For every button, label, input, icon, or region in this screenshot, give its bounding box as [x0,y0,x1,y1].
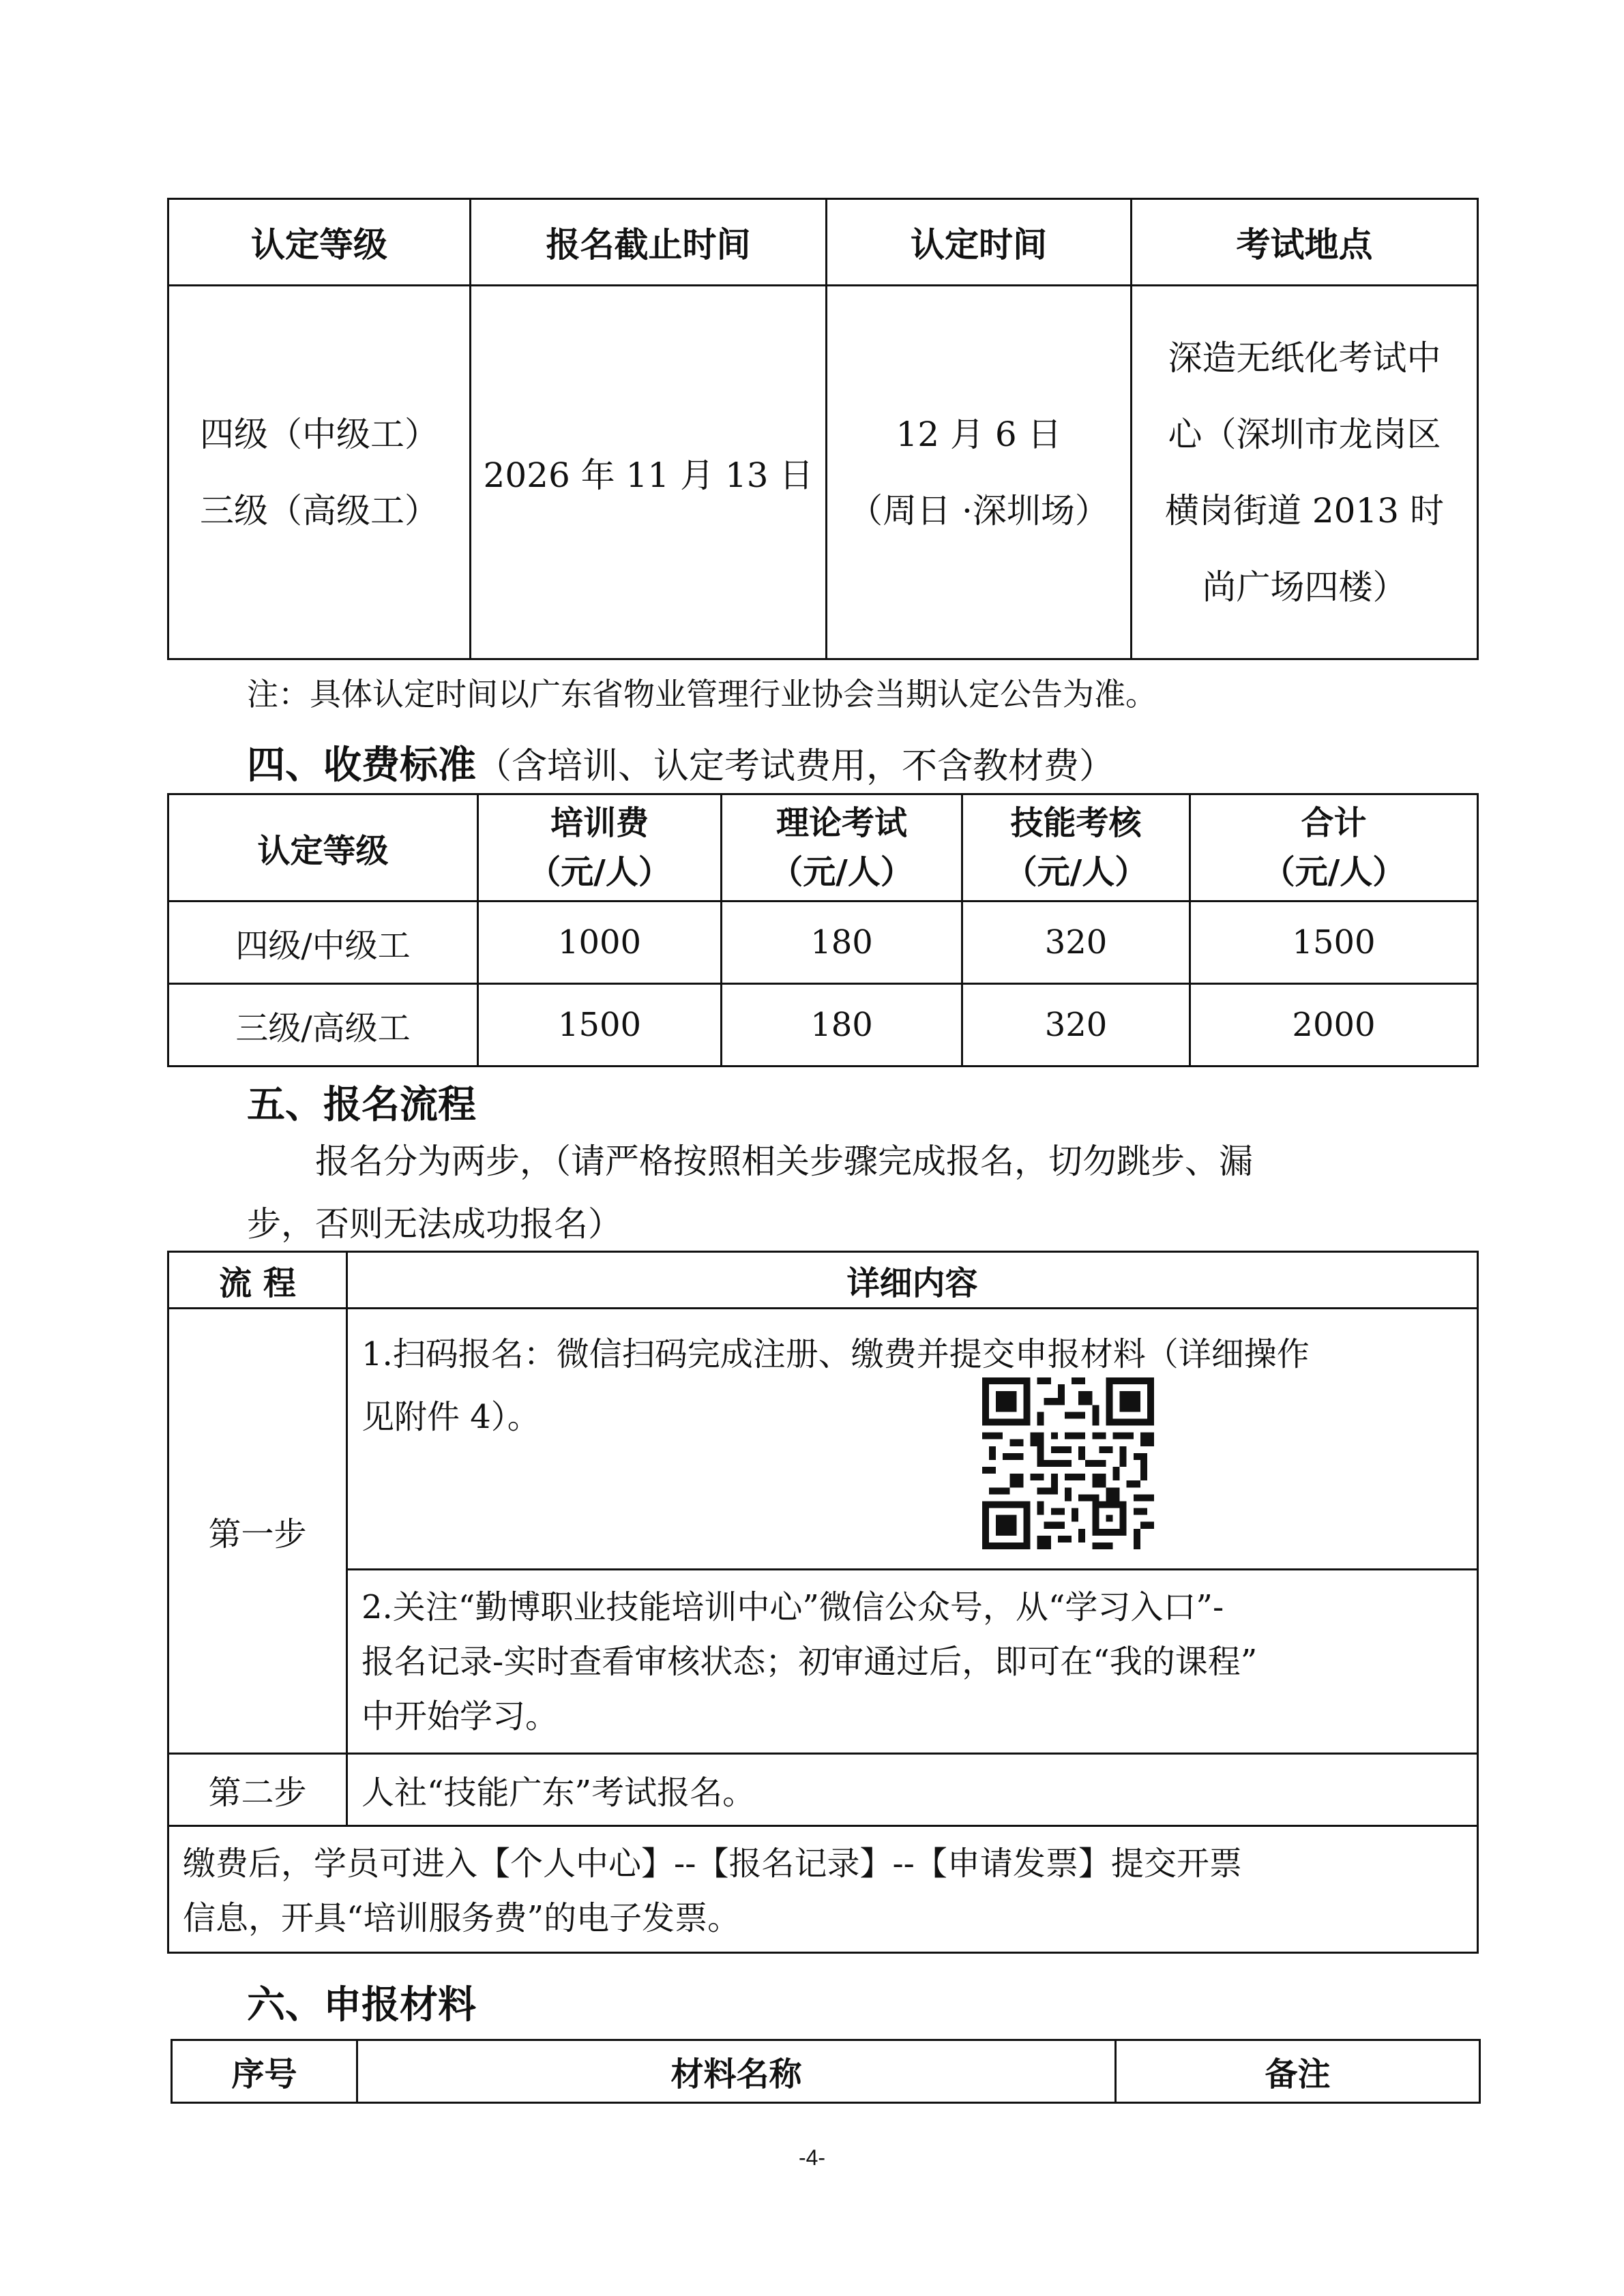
fee-header-label: 理论考试 [776,804,907,842]
fee-header-label: 技能考核 [1010,804,1142,842]
page-number: -4- [798,2145,826,2170]
flow-step1-b-line: 报名记录-实时查看审核状态；初审通过后，即可在“我的课程” [361,1643,1258,1681]
flow-footer-cell [168,1826,1478,1953]
flow-step1-a-line: 见附件 4）。 [361,1398,540,1436]
schedule-time-cell [827,286,1132,659]
flow-step1-a-line: 1.扫码报名：微信扫码完成注册、缴费并提交申报材料（详细操作 [361,1335,1310,1373]
schedule-location-cell [1132,286,1478,659]
fee-cell-total: 1500 [1190,901,1478,984]
fee-header-unit: （元/人） [770,853,913,891]
section-5-intro-line1: 报名分为两步，（请严格按照相关步骤完成报名，切勿跳步、漏 [315,1142,1253,1181]
fee-header-training [478,794,722,901]
schedule-header-location: 考试地点 [1132,199,1478,286]
fee-cell-theory: 180 [722,901,962,984]
fee-cell-training: 1500 [478,984,722,1067]
fee-cell-theory: 180 [722,984,962,1067]
section-4-title: 四、收费标准 [247,743,476,788]
schedule-header-deadline: 报名截止时间 [471,199,827,286]
flow-footer-line: 信息，开具“培训服务费”的电子发票。 [183,1899,741,1937]
materials-header-name: 材料名称 [357,2040,1116,2103]
qr-code[interactable] [982,1377,1154,1549]
fee-cell-level: 三级/高级工 [168,984,478,1067]
schedule-location-line: 尚广场四楼） [1202,567,1407,607]
materials-table [171,2039,1481,2104]
fee-header-total [1190,794,1478,901]
schedule-header-time: 认定时间 [827,199,1132,286]
section-4-subtitle: （含培训、认定考试费用，不含教材费） [476,746,1115,787]
fee-header-label: 合计 [1301,804,1367,842]
flow-step1-b-line: 中开始学习。 [361,1697,559,1735]
schedule-time-session: （周日 ·深圳场） [848,490,1109,531]
flow-step1-b-line: 2.关注“勤博职业技能培训中心”微信公众号，从“学习入口”- [361,1588,1224,1626]
fee-header-skill [962,794,1190,901]
schedule-deadline-value: 2026 年 11 月 13 日 [471,286,827,659]
schedule-location-line: 心（深圳市龙岗区 [1168,414,1441,454]
flow-table [167,1251,1479,1954]
schedule-table [167,198,1479,660]
fee-row [168,984,1478,1067]
fee-header-unit: （元/人） [1004,853,1148,891]
fee-cell-skill: 320 [962,984,1190,1067]
fee-header-level [168,794,478,901]
flow-step1-b-cell [347,1570,1478,1754]
flow-step1-a-cell [347,1309,1478,1570]
flow-footer-line: 缴费后，学员可进入【个人中心】--【报名记录】--【申请发票】提交开票 [183,1845,1242,1883]
flow-header-step: 流 程 [168,1252,347,1309]
schedule-location-line: 横岗街道 2013 时 [1164,490,1445,531]
schedule-level-3: 三级（高级工） [200,490,439,531]
schedule-note: 注：具体认定时间以广东省物业管理行业协会当期认定公告为准。 [247,676,1157,713]
materials-header-remark: 备注 [1116,2040,1480,2103]
schedule-time-date: 12 月 6 日 [896,414,1062,454]
schedule-location-line: 深造无纸化考试中 [1168,338,1441,378]
section-6-title: 六、申报材料 [247,1983,476,2027]
section-5-title: 五、报名流程 [247,1083,476,1127]
flow-step1-label: 第一步 [168,1309,347,1754]
fee-cell-skill: 320 [962,901,1190,984]
section-4-heading [247,735,1114,790]
flow-step2-text: 人社“技能广东”考试报名。 [347,1754,1478,1826]
materials-header-index: 序号 [172,2040,357,2103]
fee-cell-total: 2000 [1190,984,1478,1067]
flow-header-detail: 详细内容 [347,1252,1478,1309]
schedule-header-level: 认定等级 [168,199,471,286]
fee-cell-training: 1000 [478,901,722,984]
schedule-level-4: 四级（中级工） [200,414,439,454]
fee-row [168,901,1478,984]
fee-header-unit: （元/人） [1262,853,1406,891]
fee-table [167,793,1479,1067]
section-5-intro-line2: 步，否则无法成功报名） [247,1204,622,1244]
fee-header-theory [722,794,962,901]
fee-header-label: 培训费 [550,804,649,842]
fee-header-unit: （元/人） [528,853,671,891]
flow-step2-label: 第二步 [168,1754,347,1826]
fee-header-label: 认定等级 [257,831,389,870]
fee-cell-level: 四级/中级工 [168,901,478,984]
schedule-levels-cell [168,286,471,659]
